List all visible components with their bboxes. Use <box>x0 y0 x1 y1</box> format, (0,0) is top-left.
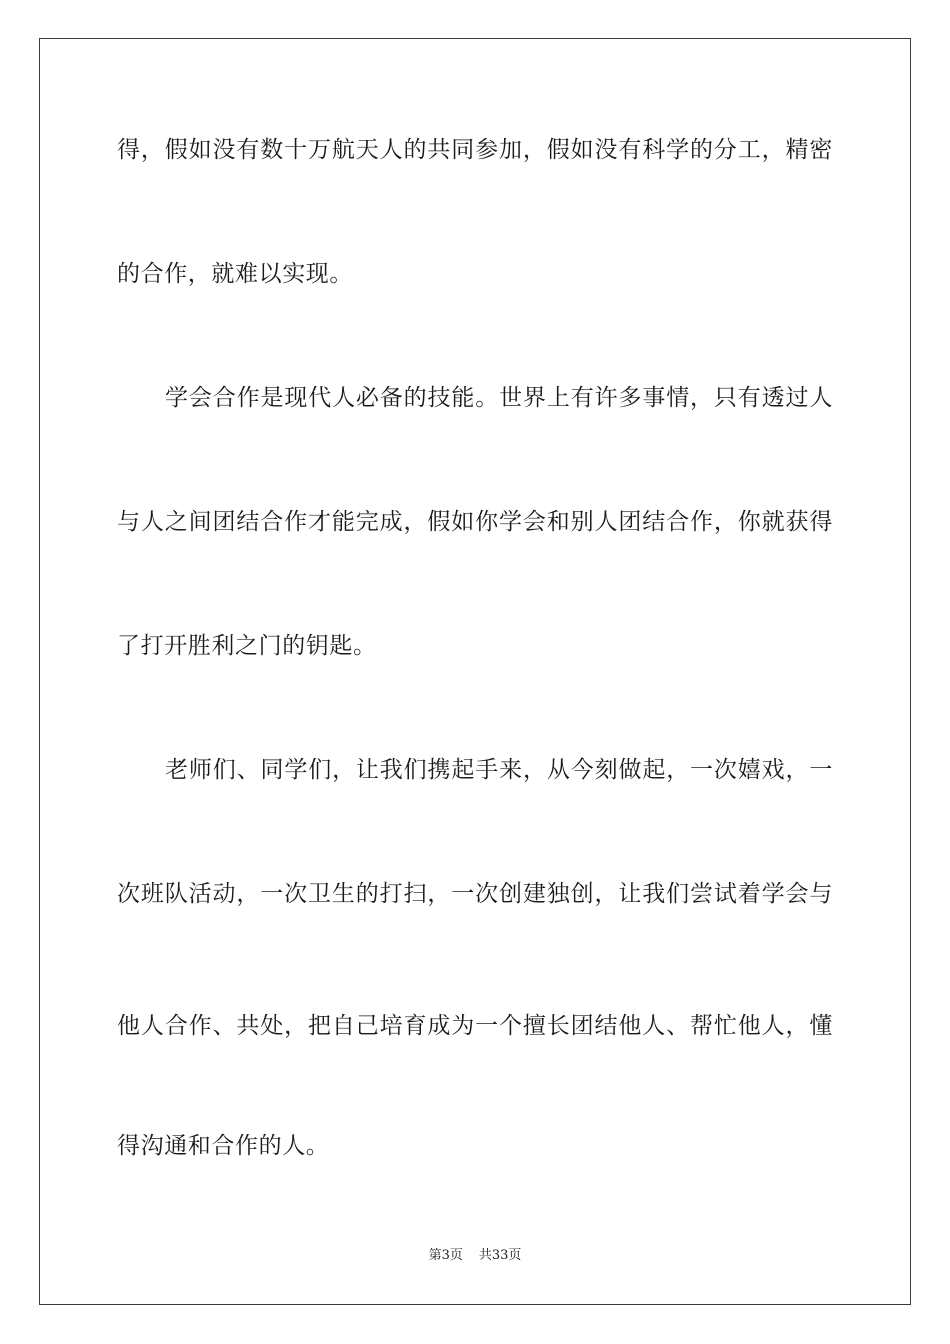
body-line-1: 得，假如没有数十万航天人的共同参加，假如没有科学的分工，精密 <box>117 137 833 163</box>
body-line-2: 的合作，就难以实现。 <box>117 261 353 287</box>
paragraph-start-line: 学会合作是现代人必备的技能。世界上有许多事情，只有透过人 <box>165 385 833 411</box>
paragraph-start-line: 老师们、同学们，让我们携起手来，从今刻做起，一次嬉戏，一 <box>165 757 833 783</box>
page-footer <box>0 1247 950 1265</box>
body-line-4: 与人之间团结合作才能完成，假如你学会和别人团结合作，你就获得 <box>117 509 833 535</box>
body-line-5: 了打开胜利之门的钥匙。 <box>117 633 377 659</box>
page-total: 共33页 <box>478 1248 522 1263</box>
body-line-8: 他人合作、共处，把自己培育成为一个擅长团结他人、帮忙他人，懂 <box>117 1013 833 1039</box>
page-border <box>39 38 911 1305</box>
body-line-7: 次班队活动，一次卫生的打扫，一次创建独创，让我们尝试着学会与 <box>117 881 833 907</box>
page-number: 第3页 <box>428 1248 463 1263</box>
body-line-9: 得沟通和合作的人。 <box>117 1133 330 1159</box>
